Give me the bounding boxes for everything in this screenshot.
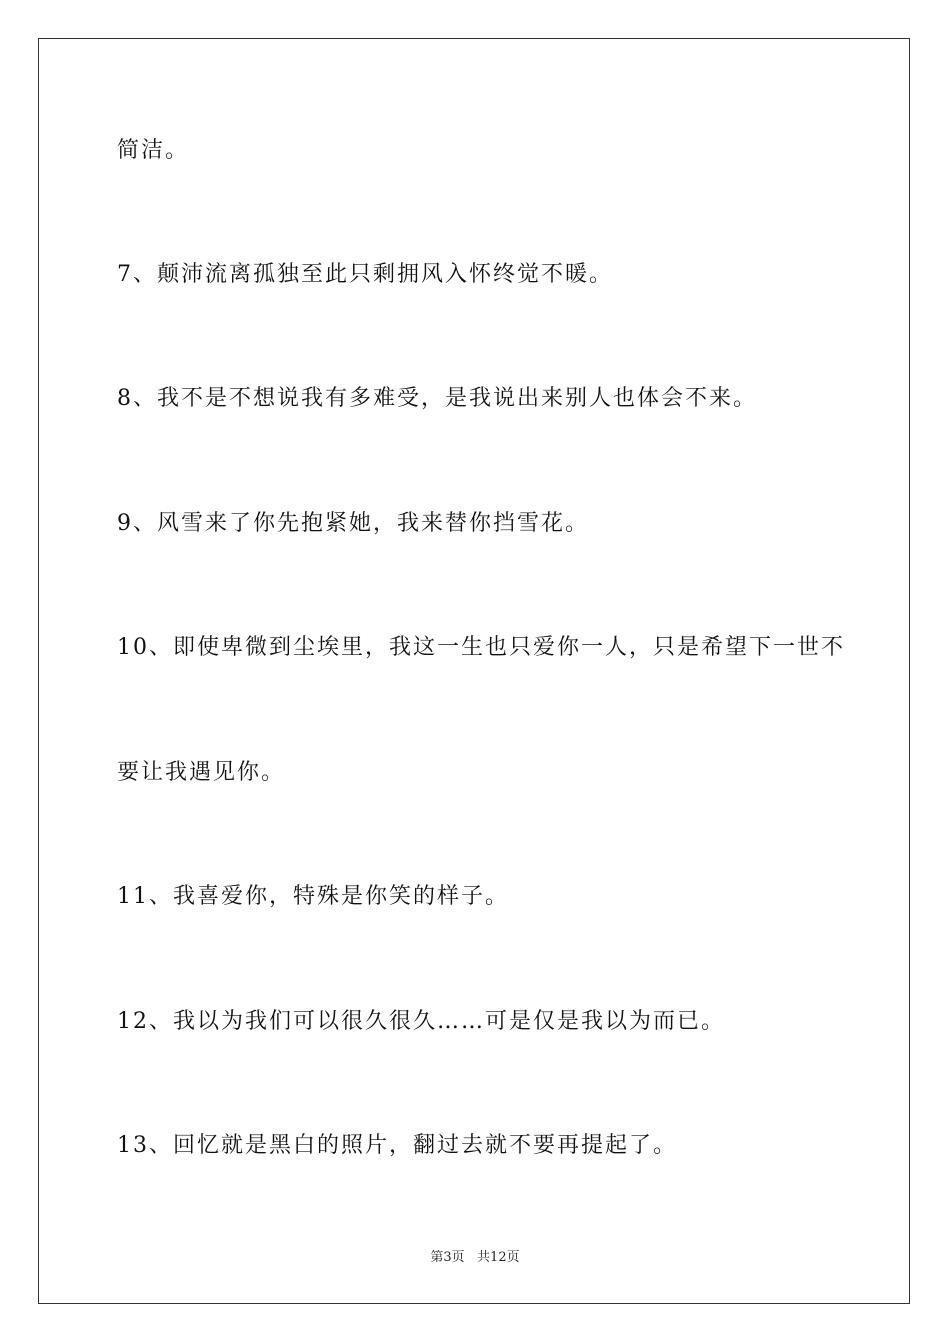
- text-line-item-10: 10、即使卑微到尘埃里，我这一生也只爱你一人，只是希望下一世不: [117, 635, 845, 660]
- page-number-footer: 第3页 共12页: [430, 1250, 520, 1265]
- text-line-item-8: 8、我不是不想说我有多难受，是我说出来别人也体会不来。: [117, 386, 757, 411]
- page-border: [38, 38, 910, 1304]
- text-line-item-11: 11、我喜爱你，特殊是你笑的样子。: [117, 884, 509, 909]
- text-line-item-10-continued: 要让我遇见你。: [117, 760, 286, 785]
- text-line-item-9: 9、风雪来了你先抱紧她，我来替你挡雪花。: [117, 511, 589, 536]
- text-line-item-7: 7、颠沛流离孤独至此只剩拥风入怀终觉不暖。: [117, 262, 613, 287]
- text-line-item-13: 13、回忆就是黑白的照片，翻过去就不要再提起了。: [117, 1133, 677, 1158]
- text-line-item-12: 12、我以为我们可以很久很久……可是仅是我以为而已。: [117, 1009, 725, 1034]
- text-line-1: 简洁。: [117, 138, 190, 163]
